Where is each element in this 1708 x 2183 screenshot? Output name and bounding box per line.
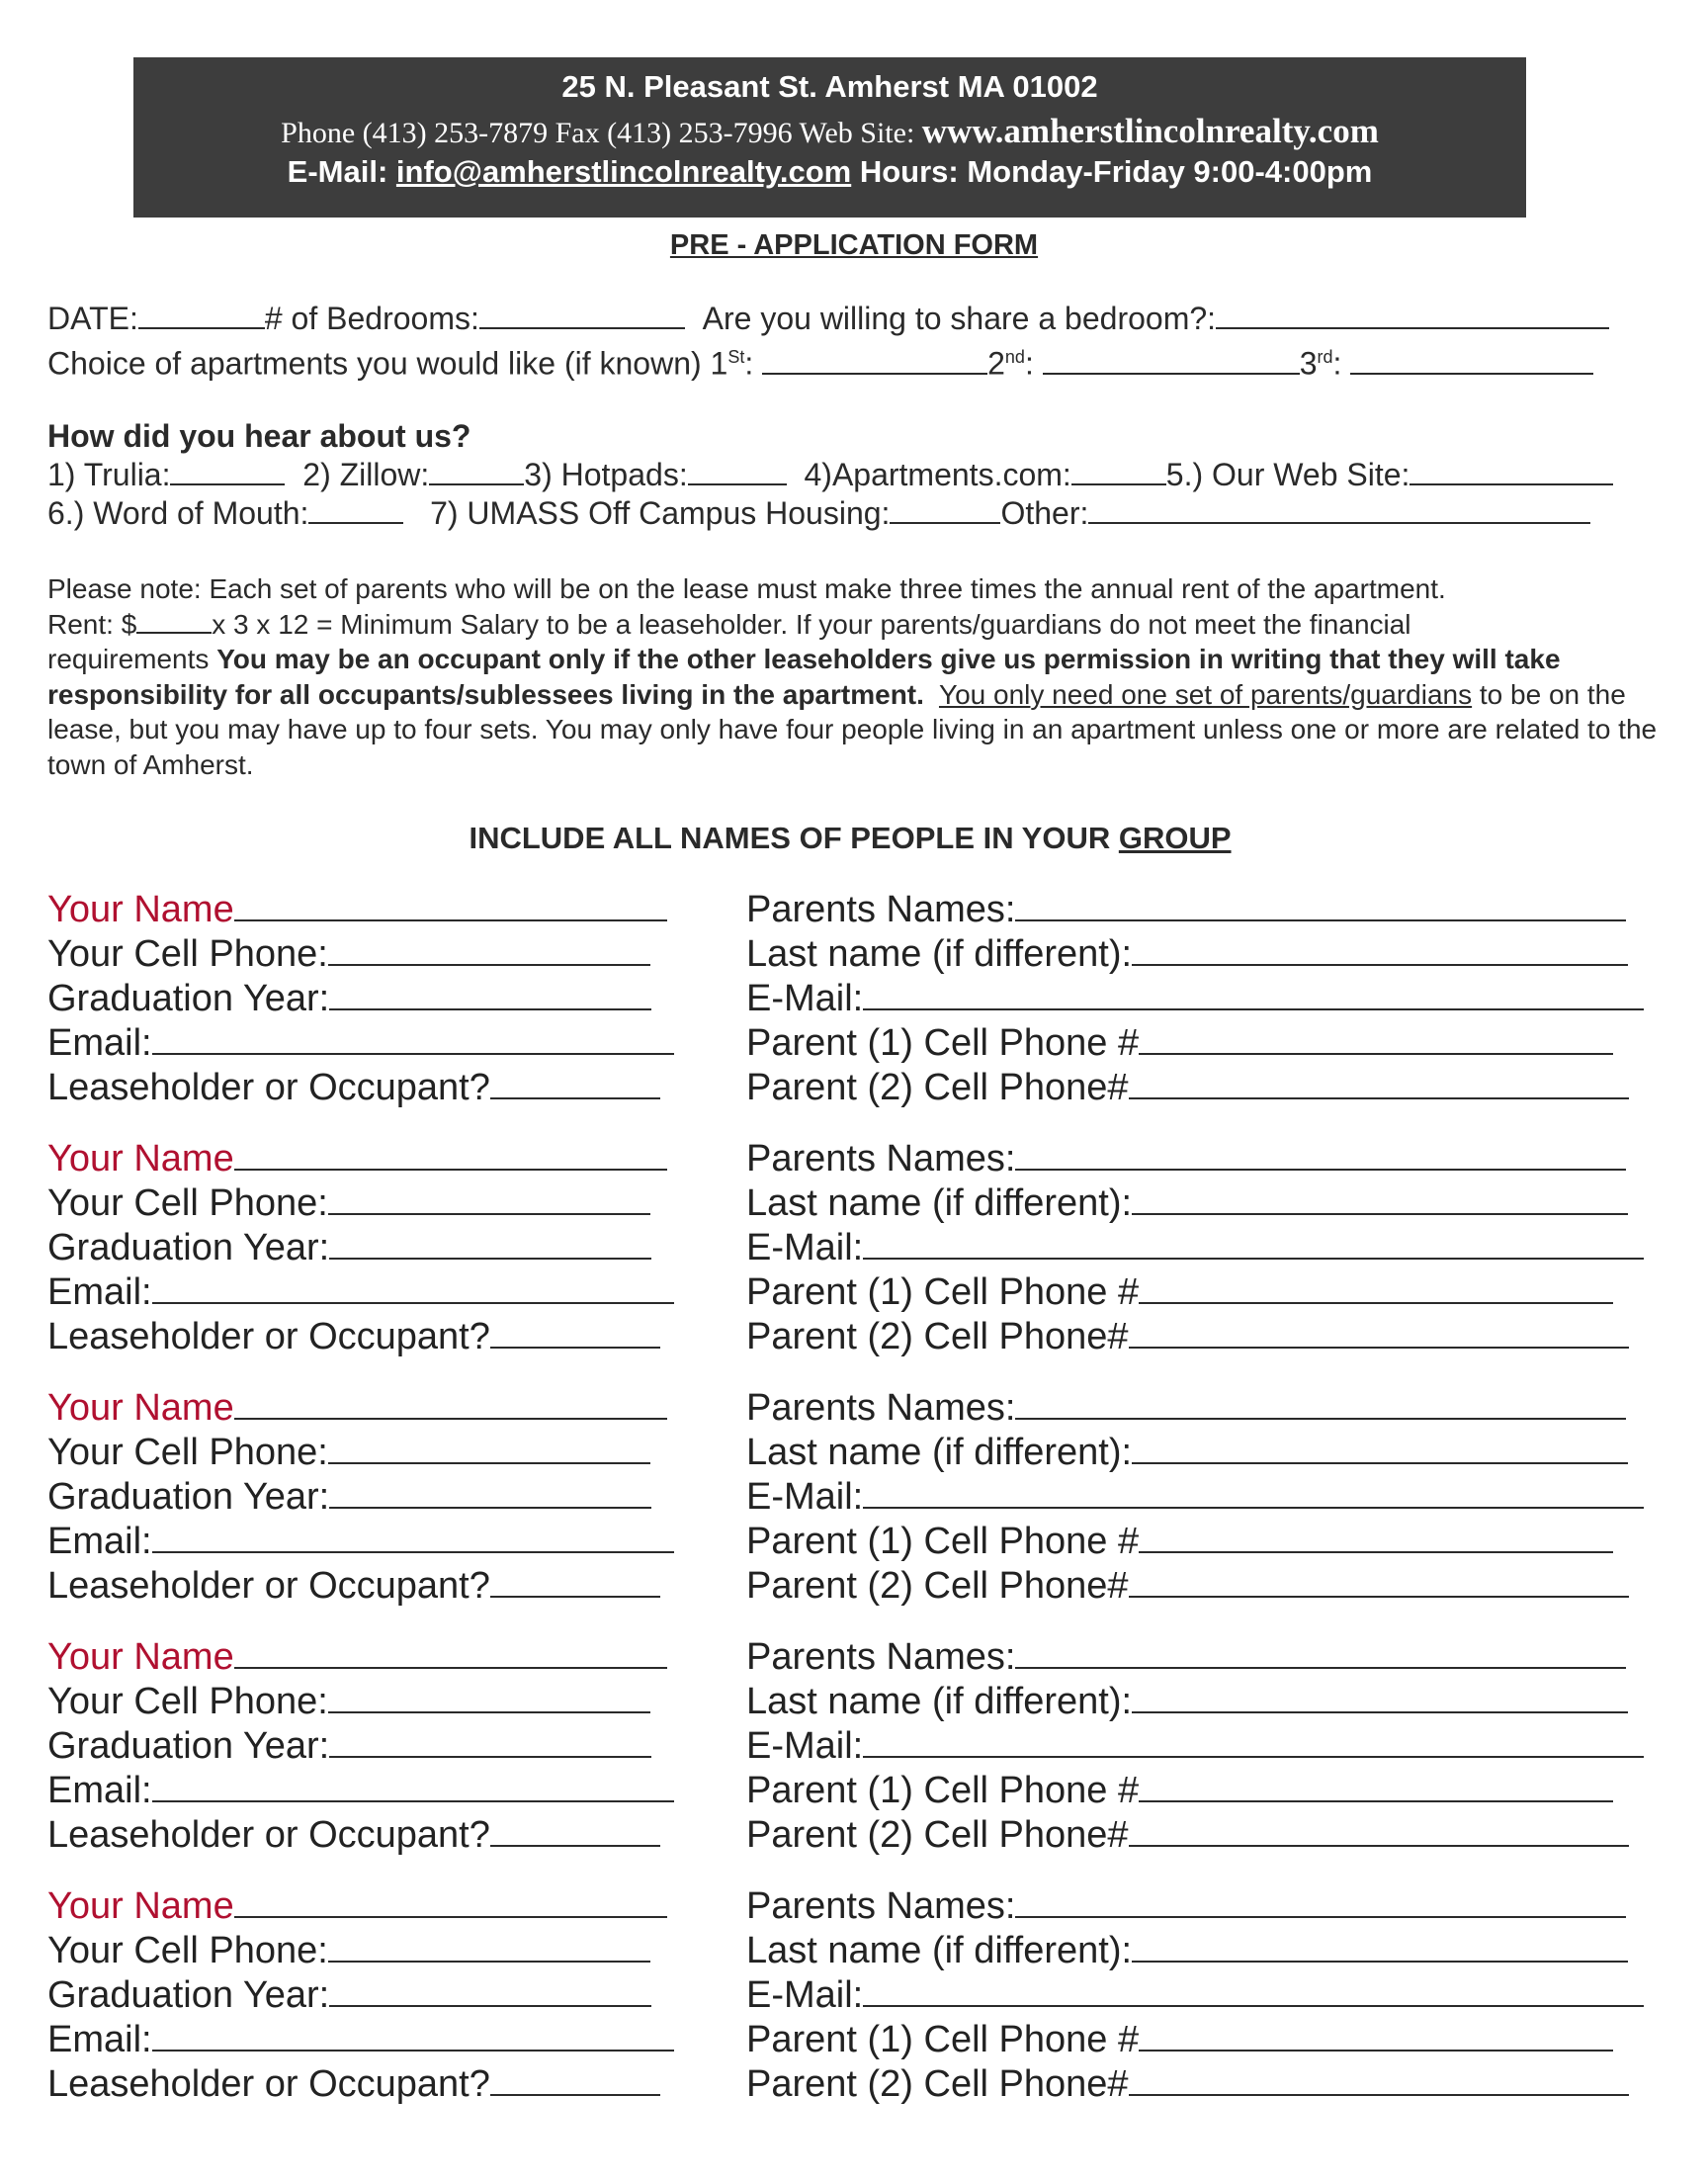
email-label: Email: [47,1022,152,1064]
email-label: Email: [47,1770,152,1811]
choice-label: Choice of apartments you would like (if known) 1 [47,345,728,382]
header-email[interactable]: info@amherstlincolnrealty.com [395,154,852,189]
applicant-column [47,888,674,1110]
parent1-cell-field[interactable] [1139,1522,1613,1553]
email-label: Email: [47,2019,152,2060]
lease-field[interactable] [490,1317,660,1349]
group-title-underlined: GROUP [1118,821,1232,855]
parent2-cell-row [746,1315,1644,1359]
third-colon: : [1332,345,1342,382]
parents-column [746,1137,1644,1359]
parent2-cell-label: Parent (2) Cell Phone# [746,2063,1129,2105]
apartments-label: 4)Apartments.com: [804,457,1071,492]
parents-column [746,888,1644,1110]
parent2-cell-label: Parent (2) Cell Phone# [746,1814,1129,1856]
last-name-row [746,1680,1644,1724]
parents-names-field[interactable] [1015,1139,1626,1171]
parent1-cell-row [746,2018,1644,2062]
website-label: 5.) Our Web Site: [1165,457,1410,492]
parent2-cell-label: Parent (2) Cell Phone# [746,1067,1129,1108]
other-field[interactable] [1088,496,1590,524]
your-name-label: Your Name [47,1636,234,1678]
parent2-cell-field[interactable] [1129,1815,1629,1847]
note-rest: to be on the lease, but you may have up to four sets. You may only have four people living in an apartment unless one or more are related to the town of Amherst. [47,678,1658,780]
lease-label: Leaseholder or Occupant? [47,1565,490,1607]
date-field[interactable] [138,302,265,329]
parents-names-row [746,1137,1644,1181]
cell-phone-row [47,1431,674,1475]
lease-row [47,2062,674,2107]
last-name-label: Last name (if different): [746,933,1133,975]
graduation-field[interactable] [329,1726,651,1758]
zillow-field[interactable] [429,458,524,485]
parent2-cell-label: Parent (2) Cell Phone# [746,1316,1129,1357]
graduation-label: Graduation Year: [47,1974,330,2016]
parent2-cell-label: Parent (2) Cell Phone# [746,1565,1129,1607]
parent2-cell-row [746,1813,1644,1858]
requirements-text: requirements [47,644,217,674]
parent-email-field[interactable] [863,1477,1644,1509]
parent1-cell-label: Parent (1) Cell Phone # [746,1521,1140,1562]
graduation-label: Graduation Year: [47,1476,330,1518]
your-name-label: Your Name [47,1138,234,1179]
last-name-row [746,1431,1644,1475]
parent1-cell-field[interactable] [1139,2020,1613,2052]
cell-phone-label: Your Cell Phone: [47,1930,328,1971]
parent1-cell-row [746,1520,1644,1564]
header-address: 25 N. Pleasant St. Amherst MA 01002 [561,69,1098,104]
cell-phone-field[interactable] [328,1183,650,1215]
form-title: PRE - APPLICATION FORM [669,229,1039,261]
email-row [47,1021,674,1066]
parent2-cell-field[interactable] [1129,1566,1629,1598]
cell-phone-label: Your Cell Phone: [47,1432,328,1473]
applicant-block-4 [0,1635,1661,1863]
cell-phone-label: Your Cell Phone: [47,1681,328,1722]
parent-email-label: E-Mail: [746,978,864,1019]
last-name-label: Last name (if different): [746,1930,1133,1971]
word-label: 6.) Word of Mouth: [47,495,309,531]
parents-column [746,1386,1644,1609]
graduation-row [47,1475,674,1520]
choice-row [47,338,1593,383]
parent2-cell-row [746,2062,1644,2107]
your-name-field[interactable] [234,1139,667,1171]
applicant-block-1 [0,888,1661,1115]
first-sup: St [727,347,745,367]
parent2-cell-row [746,1066,1644,1110]
parent-email-label: E-Mail: [746,1476,864,1518]
last-name-field[interactable] [1132,1931,1628,1963]
email-label: Email: [47,1271,152,1313]
parent-email-field[interactable] [863,979,1644,1010]
email-row [47,1769,674,1813]
second-sup: nd [1004,347,1025,367]
email-field[interactable] [152,1023,674,1055]
hotpads-label: 3) Hotpads: [524,457,688,492]
group-title-text: INCLUDE ALL NAMES OF PEOPLE IN YOUR [469,821,1119,855]
last-name-label: Last name (if different): [746,1681,1133,1722]
rent-label: Rent: $ [47,608,137,640]
one-set-note: You only need one set of parents/guardians [938,678,1473,710]
your-name-field[interactable] [234,1886,667,1918]
occupant-rule: You may be an occupant only if the other leaseholders give us permission in writing that they will take responsibility for all occupants/sublessees living in the apartment. [47,644,1561,710]
lease-field[interactable] [490,1815,660,1847]
cell-phone-field[interactable] [328,934,650,966]
last-name-field[interactable] [1132,1183,1628,1215]
parents-names-field[interactable] [1015,1388,1626,1420]
header-website[interactable]: www.amherstlincolnrealty.com [921,112,1379,150]
your-name-label: Your Name [47,889,234,930]
cell-phone-row [47,1680,674,1724]
header-email-line [133,154,1526,190]
website-field[interactable] [1409,458,1613,485]
parent1-cell-label: Parent (1) Cell Phone # [746,1770,1140,1811]
cell-phone-field[interactable] [328,1433,650,1464]
your-name-row [47,1386,674,1431]
graduation-row [47,1226,674,1270]
third-label: 3 [1299,345,1318,382]
last-name-field[interactable] [1132,934,1628,966]
graduation-label: Graduation Year: [47,1725,330,1767]
parent1-cell-field[interactable] [1139,1771,1613,1802]
email-row [47,1520,674,1564]
rent-field[interactable] [136,610,212,634]
parents-column [746,1884,1644,2107]
choice-second-field[interactable] [1043,347,1300,375]
email-label: Email: [47,1521,152,1562]
your-name-row [47,1884,674,1929]
graduation-field[interactable] [329,1477,651,1509]
lease-label: Leaseholder or Occupant? [47,1316,490,1357]
your-name-field[interactable] [234,1388,667,1420]
email-field[interactable] [152,1771,674,1802]
parent-email-label: E-Mail: [746,1227,864,1268]
parent-email-row [746,977,1644,1021]
last-name-label: Last name (if different): [746,1182,1133,1224]
lease-field[interactable] [490,1566,660,1598]
other-label: Other: [1000,495,1089,531]
last-name-row [746,1181,1644,1226]
parent1-cell-label: Parent (1) Cell Phone # [746,1271,1140,1313]
email-field[interactable] [152,2020,674,2052]
your-name-label: Your Name [47,1885,234,1927]
cell-phone-label: Your Cell Phone: [47,1182,328,1224]
trulia-label: 1) Trulia: [47,457,171,492]
applicant-column [47,1635,674,1858]
header-phone-fax: Phone (413) 253-7879 Fax (413) 253-7996 Web Site: [281,117,915,149]
cell-phone-label: Your Cell Phone: [47,933,328,975]
lease-note [47,571,1668,782]
header-hours: Hours: Monday-Friday 9:00-4:00pm [859,154,1373,189]
apartments-field[interactable] [1071,458,1166,485]
hear-row-1 [47,456,1613,493]
lease-label: Leaseholder or Occupant? [47,2063,490,2105]
parent-email-row [746,1226,1644,1270]
zillow-label: 2) Zillow: [302,457,430,492]
your-name-field[interactable] [234,890,667,921]
parent1-cell-label: Parent (1) Cell Phone # [746,1022,1140,1064]
word-field[interactable] [308,496,403,524]
graduation-field[interactable] [329,1228,651,1260]
header-banner [133,57,1526,218]
share-field[interactable] [1216,302,1609,329]
bedrooms-label: # of Bedrooms: [264,301,479,336]
last-name-label: Last name (if different): [746,1432,1133,1473]
note-line-1: Please note: Each set of parents who will be on the lease must make three times the annual rent of the apartment. [47,573,1446,604]
graduation-label: Graduation Year: [47,1227,330,1268]
date-row [47,300,1609,337]
parents-names-row [746,1884,1644,1929]
parents-column [746,1635,1644,1858]
hear-row-2 [47,494,1590,532]
parent1-cell-field[interactable] [1139,1272,1613,1304]
umass-label: 7) UMASS Off Campus Housing: [430,495,891,531]
parents-names-label: Parents Names: [746,1138,1016,1179]
last-name-field[interactable] [1132,1682,1628,1713]
applicant-block-2 [0,1137,1661,1364]
graduation-field[interactable] [329,1975,651,2007]
parents-names-row [746,1635,1644,1680]
your-name-row [47,1137,674,1181]
your-name-row [47,1635,674,1680]
parents-names-field[interactable] [1015,890,1626,921]
group-title [0,821,1700,856]
second-colon: : [1024,345,1034,382]
email-row [47,2018,674,2062]
graduation-row [47,1973,674,2018]
graduation-row [47,977,674,1021]
parent-email-label: E-Mail: [746,1725,864,1767]
header-phone-line [133,112,1526,151]
lease-row [47,1315,674,1359]
parent1-cell-row [746,1769,1644,1813]
parents-names-label: Parents Names: [746,1387,1016,1429]
third-sup: rd [1317,347,1333,367]
applicant-block-5 [0,1884,1661,2112]
your-name-label: Your Name [47,1387,234,1429]
parents-names-label: Parents Names: [746,889,1016,930]
applicant-column [47,1137,674,1359]
email-row [47,1270,674,1315]
choice-first-field[interactable] [762,347,987,375]
parents-names-label: Parents Names: [746,1885,1016,1927]
umass-field[interactable] [890,496,1000,524]
graduation-label: Graduation Year: [47,978,330,1019]
parent1-cell-field[interactable] [1139,1023,1613,1055]
choice-third-field[interactable] [1350,347,1593,375]
lease-label: Leaseholder or Occupant? [47,1067,490,1108]
lease-label: Leaseholder or Occupant? [47,1814,490,1856]
parent-email-row [746,1724,1644,1769]
cell-phone-field[interactable] [328,1931,650,1963]
last-name-field[interactable] [1132,1433,1628,1464]
parent-email-row [746,1475,1644,1520]
parent1-cell-row [746,1021,1644,1066]
your-name-field[interactable] [234,1637,667,1669]
cell-phone-row [47,1929,674,1973]
last-name-row [746,932,1644,977]
your-name-row [47,888,674,932]
parent2-cell-field[interactable] [1129,1068,1629,1099]
email-field[interactable] [152,1272,674,1304]
parent1-cell-row [746,1270,1644,1315]
parent2-cell-row [746,1564,1644,1609]
hotpads-field[interactable] [688,458,787,485]
second-label: 2 [987,345,1005,382]
parent-email-label: E-Mail: [746,1974,864,2016]
lease-row [47,1813,674,1858]
graduation-field[interactable] [329,979,651,1010]
parents-names-field[interactable] [1015,1886,1626,1918]
parent-email-row [746,1973,1644,2018]
cell-phone-row [47,1181,674,1226]
date-label: DATE: [47,301,138,336]
last-name-row [746,1929,1644,1973]
first-colon: : [744,345,754,382]
parent-email-field[interactable] [863,1726,1644,1758]
rent-formula: x 3 x 12 = Minimum Salary to be a leaseholder. If your parents/guardians do not meet the financial [212,608,1411,640]
bedrooms-field[interactable] [479,302,685,329]
parent2-cell-field[interactable] [1129,2064,1629,2096]
header-email-label: E-Mail: [287,154,388,189]
trulia-field[interactable] [170,458,285,485]
lease-field[interactable] [490,1068,660,1099]
parent-email-field[interactable] [863,1228,1644,1260]
parents-names-field[interactable] [1015,1637,1626,1669]
graduation-row [47,1724,674,1769]
parents-names-row [746,888,1644,932]
applicant-block-3 [0,1386,1661,1614]
parent1-cell-label: Parent (1) Cell Phone # [746,2019,1140,2060]
lease-row [47,1066,674,1110]
hear-heading: How did you hear about us? [47,418,471,454]
parent2-cell-field[interactable] [1129,1317,1629,1349]
parents-names-label: Parents Names: [746,1636,1016,1678]
share-label: Are you willing to share a bedroom?: [702,301,1217,336]
lease-row [47,1564,674,1609]
applicant-column [47,1884,674,2107]
cell-phone-field[interactable] [328,1682,650,1713]
lease-field[interactable] [490,2064,660,2096]
cell-phone-row [47,932,674,977]
parent-email-field[interactable] [863,1975,1644,2007]
email-field[interactable] [152,1522,674,1553]
applicant-column [47,1386,674,1609]
parents-names-row [746,1386,1644,1431]
